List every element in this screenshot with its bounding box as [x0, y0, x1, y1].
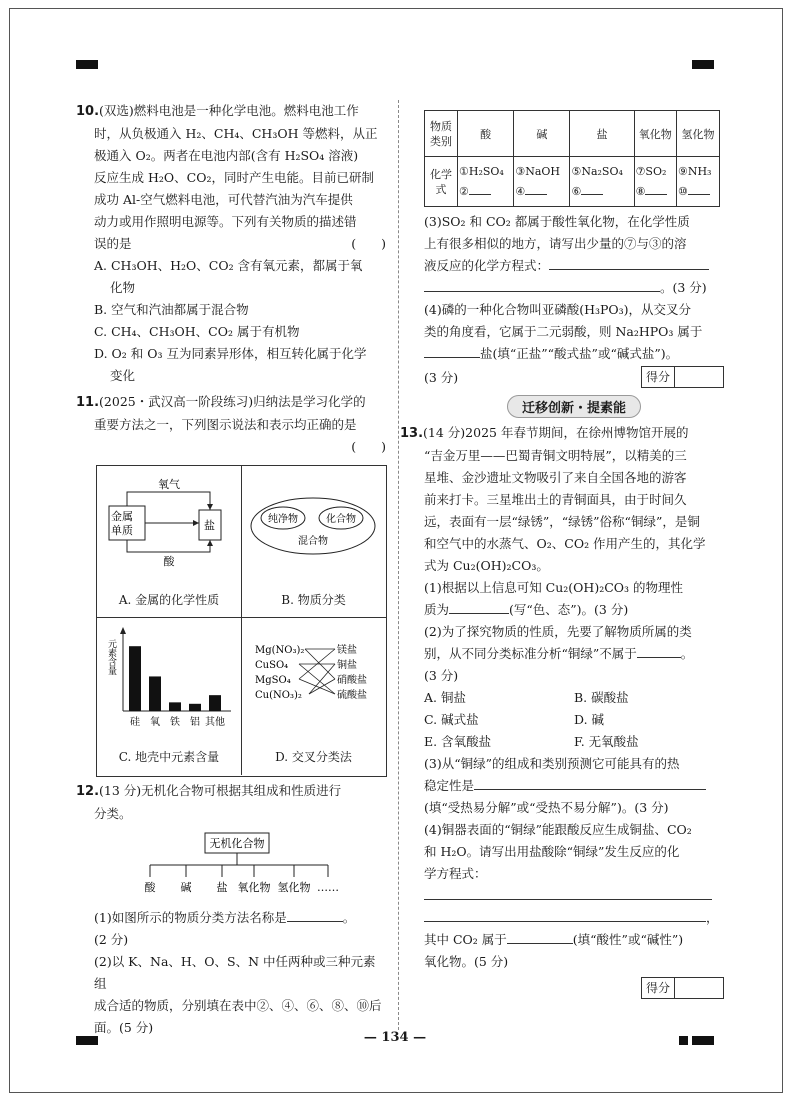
panel-a-left-label-2: 单质	[111, 524, 133, 537]
q13-s4-line: (4)铜器表面的“铜绿”能跟酸反应生成铜盐、CO₂	[424, 822, 692, 837]
page-number: — 134 —	[363, 1030, 427, 1045]
q11-line: (2025・武汉高一阶段练习)归纳法是学习化学的	[99, 394, 366, 409]
panel-d-right-0: 镁盐	[337, 645, 357, 656]
panel-b-diagram	[241, 466, 385, 586]
score-label: 得分	[642, 367, 675, 387]
panel-a[interactable]	[97, 466, 242, 618]
q12-line: 分类。	[94, 806, 132, 821]
q12-s1-blank[interactable]	[287, 907, 343, 922]
corner-mark-top-right	[692, 60, 714, 69]
q12-s4-line: 类的角度看，它属于二元弱酸，则 Na₂HPO₃ 属于	[424, 324, 703, 339]
q13-s3-blank[interactable]	[474, 775, 706, 790]
q13-s2-blank[interactable]	[637, 643, 681, 658]
q13-option-c[interactable]: C. 碱式盐	[424, 712, 479, 727]
panel-a-left-label-1: 金属	[111, 510, 133, 523]
q13-line: 前来打卡。三星堆出土的青铜面具，由于时间久	[424, 492, 687, 507]
q13-number: 13.	[400, 426, 424, 441]
table-cell[interactable]: ⑤Na₂SO₄ ⑥	[570, 157, 634, 207]
panel-d-right-2: 硝酸盐	[337, 675, 367, 686]
column-divider	[398, 100, 399, 1030]
bar-4	[209, 695, 221, 711]
q13-s3-line: (3)从“铜绿”的组成和类别预测它可能具有的热	[424, 756, 680, 771]
q13-s4-line: 和 H₂O。请写出用盐酸除“铜绿”发生反应的化	[424, 844, 680, 859]
q13-option-a[interactable]: A. 铜盐	[424, 690, 466, 705]
q13-s4-blank-3[interactable]	[507, 929, 573, 944]
q11-figure	[96, 465, 387, 777]
q12-s4-line: (4)磷的一种化合物叫亚磷酸(H₃PO₃)，从交叉分	[424, 302, 692, 317]
panel-a-caption: A. 金属的化学性质	[118, 593, 220, 607]
q13-s2-line: (2)为了探究物质的性质，先要了解物质所属的类	[424, 624, 692, 639]
question-12	[78, 780, 386, 1039]
table-cell[interactable]: ①H₂SO₄ ②	[458, 157, 514, 207]
q13-option-d[interactable]: D. 碱	[574, 712, 605, 727]
q13-option-f[interactable]: F. 无氧酸盐	[574, 734, 639, 749]
panel-d-right-3: 硫酸盐	[337, 690, 367, 701]
q13-score-box[interactable]	[424, 977, 724, 999]
panel-a-right-label: 盐	[204, 519, 215, 532]
panel-c[interactable]	[97, 617, 242, 775]
q12-s3-end: 。(3 分)	[660, 280, 707, 295]
q10-option-d[interactable]: D. O₂ 和 O₃ 互为同素异形体，相互转化属于化学	[94, 346, 367, 361]
q13-s3-end: (填“受热易分解”或“受热不易分解”)。(3 分)	[424, 800, 669, 815]
q10-line: 误的是	[94, 236, 132, 251]
q12-s4-score: (3 分)	[424, 370, 459, 385]
q12-s1-score: (2 分)	[94, 932, 129, 947]
q13-s4-end: 氧化物。(5 分)	[424, 954, 509, 969]
table-col-salt: 盐	[570, 111, 634, 157]
q10-option-a-cont: 化物	[110, 280, 136, 295]
question-10	[78, 100, 386, 387]
q10-line: (双选)燃料电池是一种化学电池。燃料电池工作	[99, 103, 359, 118]
bar-label-4: 其他	[205, 717, 225, 728]
q13-line: 和空气中的水蒸气、O₂、CO₂ 作用产生的，其化学	[424, 536, 706, 551]
panel-c-ylabel: 元素含量	[106, 639, 116, 675]
q10-option-c[interactable]: C. CH₄、CH₃OH、CO₂ 属于有机物	[94, 324, 300, 339]
q13-s4-text: 学方程式：	[424, 866, 487, 881]
panel-a-bottom-label: 酸	[163, 555, 175, 568]
tree-leaf-salt: 盐	[216, 881, 228, 894]
panel-d-caption: D. 交叉分类法	[275, 750, 352, 764]
q12-score-box[interactable]	[641, 366, 724, 388]
panel-b[interactable]	[241, 466, 386, 618]
q13-s1-line: (1)根据以上信息可知 Cu₂(OH)₂CO₃ 的物理性	[424, 580, 684, 595]
q12-s4-line: 盐(填“正盐”“酸式盐”或“碱式盐”)。	[480, 346, 679, 361]
q12-s3-blank[interactable]	[549, 255, 709, 270]
q10-number: 10.	[76, 104, 100, 119]
corner-mark-top-left	[76, 60, 98, 69]
q13-s1-end: (写“色、态”)。(3 分)	[509, 602, 629, 617]
q13-s1-blank[interactable]	[449, 599, 509, 614]
q10-line: 反应生成 H₂O、CO₂，同时产生电能。目前已研制	[94, 170, 374, 185]
score-label: 得分	[642, 978, 675, 998]
panel-d-diagram	[241, 617, 385, 742]
question-11	[78, 391, 386, 458]
bar-label-0: 硅	[130, 717, 140, 728]
panel-b-compound-label: 化合物	[326, 514, 356, 525]
q10-line: 成功 Al-空气燃料电池，可代替汽油为汽车提供	[94, 192, 353, 207]
tree-leaf-acid: 酸	[144, 881, 156, 894]
right-column	[400, 110, 724, 999]
section-banner	[424, 395, 724, 418]
q13-option-e[interactable]: E. 含氧酸盐	[424, 734, 492, 749]
q12-s3-line: (3)SO₂ 和 CO₂ 都属于酸性氧化物，在化学性质	[424, 214, 690, 229]
q13-s4-text-2: 其中 CO₂ 属于	[424, 932, 507, 947]
q13-s4-blank-1[interactable]	[424, 885, 712, 900]
q13-s4-blank-2[interactable]	[424, 907, 706, 922]
bar-3	[189, 704, 201, 711]
panel-d-right-1: 铜盐	[337, 660, 357, 671]
q12-s2-line: (2)以 K、Na、H、O、S、N 中任两种或三种元素组	[94, 954, 376, 991]
q10-option-d-cont: 变化	[110, 368, 136, 383]
q10-line: 动力或用作照明电源等。下列有关物质的描述错	[94, 214, 357, 229]
table-rowhead-2: 化学 式	[425, 157, 458, 207]
q12-s2-line: 面。(5 分)	[94, 1020, 154, 1035]
table-col-base: 碱	[514, 111, 570, 157]
q12-s2-line: 成合适的物质，分别填在表中②、④、⑥、⑧、⑩后	[94, 998, 382, 1013]
table-rowhead-1: 物质 类别	[425, 111, 458, 157]
q12-table	[424, 110, 720, 207]
panel-b-mixture-label: 混合物	[298, 536, 328, 547]
tree-leaf-hydride: 氢化物	[277, 881, 311, 894]
panel-d-left-1: CuSO₄	[255, 660, 289, 671]
q11-number: 11.	[76, 395, 100, 410]
q12-s3-line: 液反应的化学方程式：	[424, 258, 550, 273]
q13-line: 星堆、金沙遗址文物吸引了来自全国各地的游客	[424, 470, 687, 485]
q10-option-b[interactable]: B. 空气和汽油都属于混合物	[94, 302, 249, 317]
table-cell[interactable]: ⑦SO₂ ⑧	[634, 157, 676, 207]
q12-line: (13 分)无机化合物可根据其组成和性质进行	[99, 783, 342, 798]
q10-option-a[interactable]: A. CH₃OH、H₂O、CO₂ 含有氧元素，都属于氧	[94, 258, 363, 273]
table-col-acid: 酸	[458, 111, 514, 157]
q13-line: 式为 Cu₂(OH)₂CO₃。	[424, 558, 549, 573]
q13-s4-comma: ，	[706, 910, 719, 925]
panel-b-caption: B. 物质分类	[281, 593, 346, 607]
bar-0	[129, 646, 141, 711]
bar-2	[169, 702, 181, 711]
table-cell[interactable]: ⑨NH₃ ⑩	[676, 157, 719, 207]
q12-s1-text: (1)如图所示的物质分类方法名称是	[94, 910, 287, 925]
panel-a-diagram	[97, 466, 241, 586]
question-13	[400, 422, 724, 999]
table-col-hydride: 氢化物	[676, 111, 719, 157]
bar-label-3: 铝	[190, 717, 200, 728]
table-cell[interactable]: ③NaOH ④	[514, 157, 570, 207]
q10-line: 极通入 O₂。两者在电池内部(含有 H₂SO₄ 溶液)	[94, 148, 359, 163]
q10-line: 时，从负极通入 H₂、CH₄、CH₃OH 等燃料，从正	[94, 126, 378, 141]
tree-leaf-oxide: 氧化物	[237, 881, 271, 894]
panel-c-caption: C. 地壳中元素含量	[118, 750, 220, 764]
q12-s4-blank[interactable]	[424, 343, 480, 358]
bar-label-2: 铁	[170, 717, 180, 728]
q13-s4-text-3: (填“酸性”或“碱性”)	[572, 932, 684, 947]
q11-answer-paren[interactable]: ( )	[351, 439, 386, 454]
table-col-oxide: 氧化物	[634, 111, 676, 157]
panel-c-chart	[97, 617, 241, 742]
tree-root: 无机化合物	[209, 837, 265, 850]
q13-s2-end: 。	[680, 646, 694, 661]
q13-line: (14 分)2025 年春节期间，在徐州博物馆开展的	[423, 425, 689, 440]
panel-a-top-label: 氧气	[158, 478, 180, 491]
q10-answer-paren[interactable]: ( )	[351, 236, 386, 251]
q12-tree	[78, 831, 386, 901]
q12-s3-line: 上有很多相似的地方，请写出少量的⑦与③的溶	[424, 236, 687, 251]
bar-1	[149, 676, 161, 711]
tree-leaf-ellipsis: ……	[317, 881, 339, 894]
q11-line: 重要方法之一，下列图示说法和表示均正确的是	[94, 417, 357, 432]
q13-s3-text: 稳定性是	[424, 778, 475, 793]
q12-number: 12.	[76, 784, 100, 799]
q13-s2-score: (3 分)	[424, 668, 459, 683]
q13-s2-text: 别，从不同分类标准分析“铜绿”不属于	[424, 646, 637, 661]
panel-d[interactable]	[241, 617, 386, 775]
left-column	[78, 100, 386, 458]
q12-s1-end: 。	[342, 910, 356, 925]
q13-options	[424, 687, 724, 753]
q13-option-b[interactable]: B. 碳酸盐	[574, 690, 629, 705]
panel-d-left-3: Cu(NO₃)₂	[255, 690, 302, 701]
q13-line: “吉金万里——巴蜀青铜文明特展”，以精美的三	[424, 448, 687, 463]
banner-text: 迁移创新・提素能	[507, 395, 641, 418]
q12-s3-blank-2[interactable]	[424, 277, 660, 292]
panel-d-left-0: Mg(NO₃)₂	[255, 645, 305, 656]
panel-b-pure-label: 纯净物	[268, 514, 298, 525]
bar-label-1: 氧	[150, 717, 160, 728]
q13-s1-text: 质为	[424, 602, 450, 617]
q13-line: 远，表面有一层“绿锈”，“绿锈”俗称“铜绿”，是铜	[424, 514, 700, 529]
panel-d-left-2: MgSO₄	[255, 675, 291, 686]
tree-leaf-base: 碱	[180, 881, 192, 894]
